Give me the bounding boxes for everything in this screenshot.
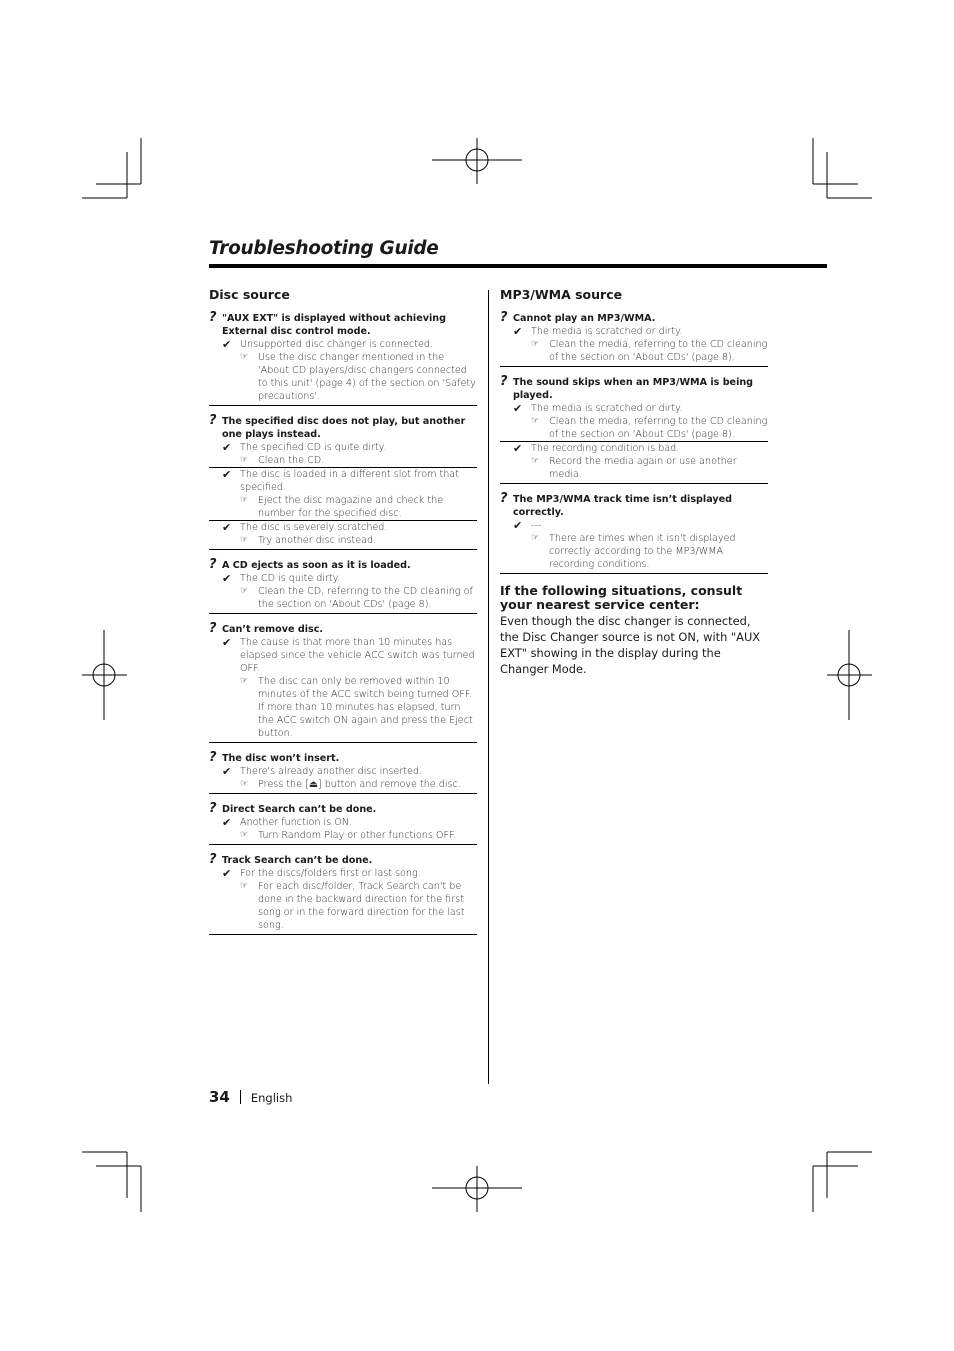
pointing-hand-icon: ☞	[531, 533, 540, 543]
cause-text: There's already another disc inserted.	[240, 766, 423, 777]
check-icon: ✔	[222, 468, 232, 481]
check-icon: ✔	[222, 816, 232, 829]
cause-text: The cause is that more than 10 minutes has elapsed since the vehicle ACC switch was turned OFF.	[240, 637, 475, 674]
pointing-hand-icon: ☞	[531, 456, 540, 466]
cause-item	[500, 402, 768, 441]
cause-item	[209, 867, 477, 932]
question-mark-icon: ?	[209, 750, 217, 765]
section-title-mp3-wma-source: MP3/WMA source	[500, 287, 623, 302]
disc-source-column	[209, 287, 477, 943]
cause-item	[500, 441, 768, 481]
check-icon: ✔	[222, 441, 232, 454]
pointing-hand-icon: ☞	[240, 455, 249, 465]
question-text: The sound skips when an MP3/WMA is being played.	[513, 377, 754, 401]
question-text: Cannot play an MP3/WMA.	[513, 313, 656, 324]
consult-heading: If the following situations, consult your nearest service center:	[500, 583, 743, 612]
cause-item	[500, 519, 768, 571]
cause-item	[209, 467, 477, 520]
cause-item	[209, 441, 477, 467]
pointing-hand-icon: ☞	[240, 535, 249, 545]
problem-question	[209, 622, 477, 636]
check-icon: ✔	[513, 519, 523, 532]
remedy-text: For each disc/folder, Track Search can't be done in the backward direction for the first song or in the forward direction for the last song.	[258, 881, 465, 931]
cause-item	[209, 816, 477, 842]
pointing-hand-icon: ☞	[240, 586, 249, 596]
question-mark-icon: ?	[500, 374, 508, 389]
cause-text: The disc is loaded in a different slot from that specified.	[240, 469, 459, 493]
remedy-text: Clean the CD.	[258, 455, 325, 466]
problem-question	[209, 311, 477, 338]
remedy-text: The disc can only be removed within 10 minutes of the ACC switch being turned OFF. If more than 10 minutes has elapsed, turn the ACC switch ON again and press the Eject button.	[258, 676, 473, 739]
cause-item	[209, 338, 477, 403]
cause-item	[209, 520, 477, 547]
cause-item	[209, 636, 477, 740]
problem-question	[209, 802, 477, 816]
cause-text: The specified CD is quite dirty.	[240, 442, 387, 453]
question-mark-icon: ?	[209, 557, 217, 572]
footer-language: English	[250, 1091, 293, 1105]
remedy-text: Clean the media, referring to the CD cleaning of the section on 'About CDs' (page 8).	[549, 416, 768, 440]
question-text: Can’t remove disc.	[222, 624, 324, 635]
question-text: "AUX EXT" is displayed without achieving External disc control mode.	[222, 313, 446, 337]
cause-text: The CD is quite dirty.	[240, 573, 341, 584]
remedy-text: Eject the disc magazine and check the number for the specified disc.	[258, 495, 444, 519]
page-footer	[209, 1088, 292, 1106]
cause-text: The media is scratched or dirty.	[531, 403, 683, 414]
cause-text: Another function is ON.	[240, 817, 352, 828]
cause-text: The disc is severely scratched.	[240, 522, 388, 533]
question-mark-icon: ?	[500, 310, 508, 325]
cause-text: For the discs/folders first or last song.	[240, 868, 421, 879]
check-icon: ✔	[513, 402, 523, 415]
problem-item	[209, 853, 477, 935]
mp3-wma-source-column	[500, 287, 768, 677]
page-title: Troubleshooting Guide	[209, 238, 439, 259]
pointing-hand-icon: ☞	[240, 830, 249, 840]
footer-separator	[240, 1090, 241, 1104]
question-mark-icon: ?	[500, 491, 508, 506]
problem-question	[209, 558, 477, 572]
remedy-text: Press the [⏏] button and remove the disc.	[258, 779, 461, 790]
problem-question	[500, 311, 768, 325]
pointing-hand-icon: ☞	[240, 779, 249, 789]
remedy-text: Turn Random Play or other functions OFF.	[258, 830, 457, 841]
remedy-text: Try another disc instead.	[258, 535, 377, 546]
question-mark-icon: ?	[209, 852, 217, 867]
pointing-hand-icon: ☞	[240, 495, 249, 505]
pointing-hand-icon: ☞	[531, 339, 540, 349]
problem-item	[209, 558, 477, 614]
question-text: The specified disc does not play, but another one plays instead.	[222, 416, 466, 440]
remedy-text: Use the disc changer mentioned in the 'About CD players/disc changers connected to this unit' (page 4) of the section on 'Safety precautions'.	[258, 352, 476, 402]
problem-item	[209, 311, 477, 406]
question-mark-icon: ?	[209, 413, 217, 428]
pointing-hand-icon: ☞	[240, 881, 249, 891]
problem-item	[209, 802, 477, 845]
title-rule	[209, 264, 827, 268]
problem-item	[209, 751, 477, 794]
check-icon: ✔	[513, 325, 523, 338]
cause-text: The recording condition is bad.	[531, 443, 680, 454]
cause-text: Unsupported disc changer is connected.	[240, 339, 434, 350]
check-icon: ✔	[222, 572, 232, 585]
problem-question	[209, 414, 477, 441]
check-icon: ✔	[222, 338, 232, 351]
remedy-text: Record the media again or use another media.	[549, 456, 737, 480]
cause-text: The media is scratched or dirty.	[531, 326, 683, 337]
check-icon: ✔	[513, 442, 523, 455]
problem-item	[500, 375, 768, 484]
pointing-hand-icon: ☞	[531, 416, 540, 426]
problem-item	[500, 311, 768, 367]
question-mark-icon: ?	[209, 621, 217, 636]
section-title-disc-source: Disc source	[209, 287, 290, 302]
check-icon: ✔	[222, 636, 232, 649]
page-number: 34	[209, 1088, 230, 1106]
question-mark-icon: ?	[209, 310, 217, 325]
check-icon: ✔	[222, 867, 232, 880]
cause-item	[209, 765, 477, 791]
question-text: The MP3/WMA track time isn’t displayed correctly.	[513, 494, 733, 518]
question-text: A CD ejects as soon as it is loaded.	[222, 560, 411, 571]
cause-item	[209, 572, 477, 611]
remedy-text: There are times when it isn't displayed correctly according to the MP3/WMA recording conditions.	[549, 533, 736, 570]
problem-item	[209, 622, 477, 743]
problem-item	[209, 414, 477, 550]
problem-question	[500, 375, 768, 402]
question-mark-icon: ?	[209, 801, 217, 816]
remedy-text: Clean the CD, referring to the CD cleaning of the section on 'About CDs' (page 8).	[258, 586, 473, 610]
problem-question	[500, 492, 768, 519]
problem-question	[209, 751, 477, 765]
check-icon: ✔	[222, 521, 232, 534]
problem-item	[500, 492, 768, 574]
column-divider	[488, 290, 489, 1084]
pointing-hand-icon: ☞	[240, 676, 249, 686]
cause-item	[500, 325, 768, 364]
problem-question	[209, 853, 477, 867]
cause-text: ---	[531, 520, 542, 531]
check-icon: ✔	[222, 765, 232, 778]
question-text: The disc won’t insert.	[222, 753, 340, 764]
pointing-hand-icon: ☞	[240, 352, 249, 362]
remedy-text: Clean the media, referring to the CD cleaning of the section on 'About CDs' (page 8).	[549, 339, 768, 363]
question-text: Direct Search can’t be done.	[222, 804, 377, 815]
question-text: Track Search can’t be done.	[222, 855, 373, 866]
consult-body-text: Even though the disc changer is connected, the Disc Changer source is not ON, with "AUX EXT" showing in the display during the Changer Mode.	[500, 614, 761, 676]
